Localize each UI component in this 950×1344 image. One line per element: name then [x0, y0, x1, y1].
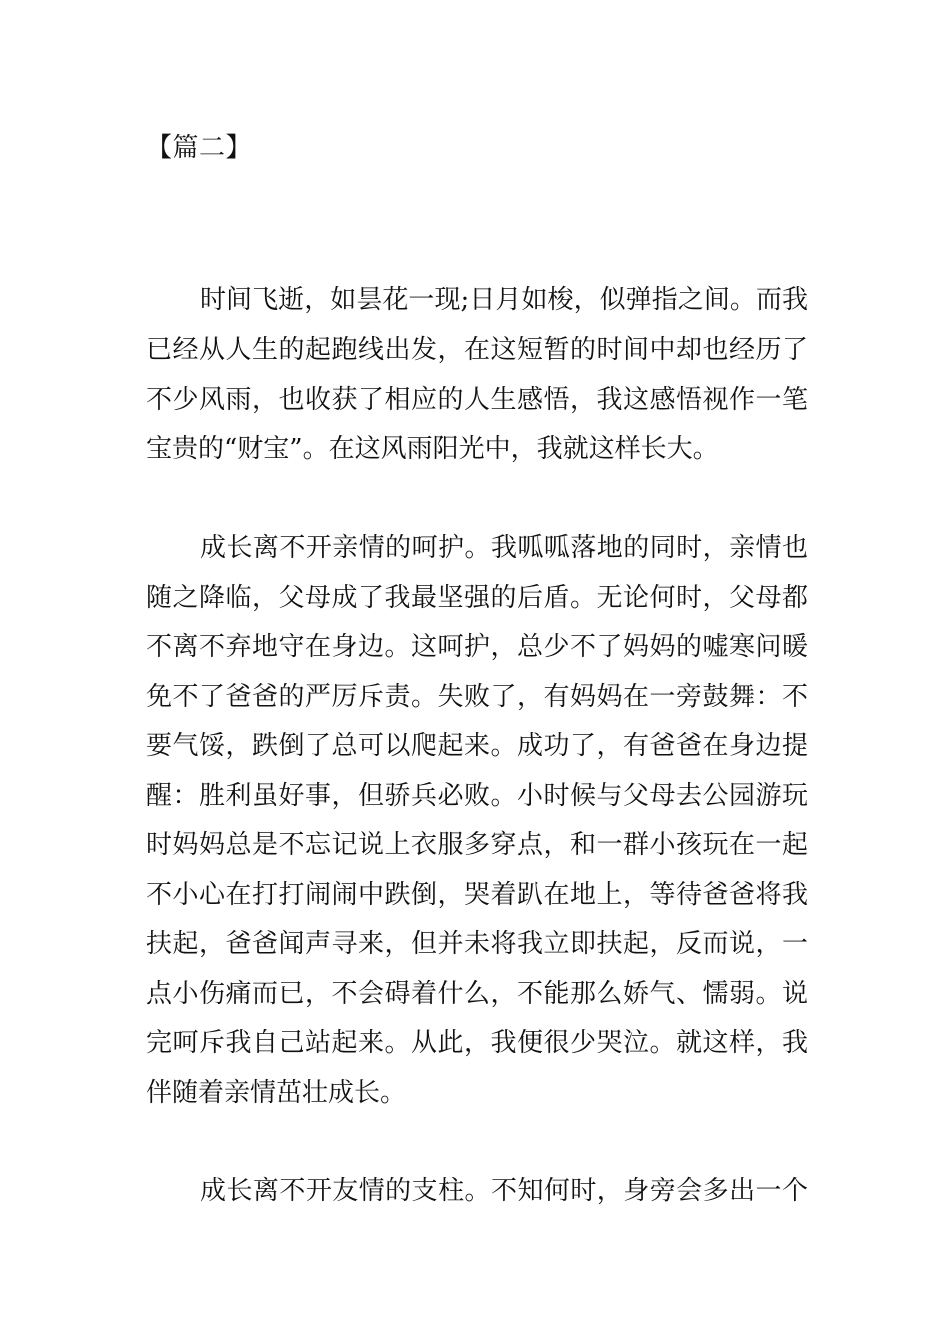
paragraph-2-line-11: 完呵斥我自己站起来。从此，我便很少哭泣。就这样，我	[146, 1028, 808, 1058]
paragraph-2-line-4: 免不了爸爸的严厉斥责。失败了，有妈妈在一旁鼓舞：不	[146, 682, 808, 712]
paragraph-2-line-9: 扶起，爸爸闻声寻来，但并未将我立即扶起，反而说，一	[146, 929, 808, 959]
paragraph-2-line-5: 要气馁，跌倒了总可以爬起来。成功了，有爸爸在身边提	[146, 731, 808, 761]
paragraph-2-line-8: 不小心在打打闹闹中跌倒，哭着趴在地上，等待爸爸将我	[146, 880, 808, 910]
paragraph-1-line-3: 不少风雨，也收获了相应的人生感悟，我这感悟视作一笔	[146, 385, 808, 415]
paragraph-2-line-10: 点小伤痛而已，不会碍着什么，不能那么娇气、懦弱。说	[146, 979, 808, 1009]
paragraph-1-line-1: 时间飞逝，如昙花一现;日月如梭，似弹指之间。而我	[200, 285, 808, 315]
paragraph-1-line-2: 已经从人生的起跑线出发，在这短暂的时间中却也经历了	[146, 335, 808, 365]
section-heading: 【篇二】	[146, 133, 253, 163]
paragraph-1-line-4: 宝贵的“财宝”。在这风雨阳光中，我就这样长大。	[146, 434, 719, 464]
paragraph-2-line-7: 时妈妈总是不忘记说上衣服多穿点，和一群小孩玩在一起	[146, 830, 808, 860]
paragraph-2-line-6: 醒：胜利虽好事，但骄兵必败。小时候与父母去公园游玩	[146, 781, 808, 811]
paragraph-2-line-3: 不离不弃地守在身边。这呵护，总少不了妈妈的嘘寒问暖	[146, 632, 808, 662]
paragraph-2-line-12: 伴随着亲情茁壮成长。	[146, 1078, 407, 1108]
paragraph-3-line-1: 成长离不开友情的支柱。不知何时，身旁会多出一个	[200, 1176, 808, 1206]
paragraph-2-line-1: 成长离不开亲情的呵护。我呱呱落地的同时，亲情也	[200, 533, 808, 563]
paragraph-2-line-2: 随之降临，父母成了我最坚强的后盾。无论何时，父母都	[146, 583, 808, 613]
